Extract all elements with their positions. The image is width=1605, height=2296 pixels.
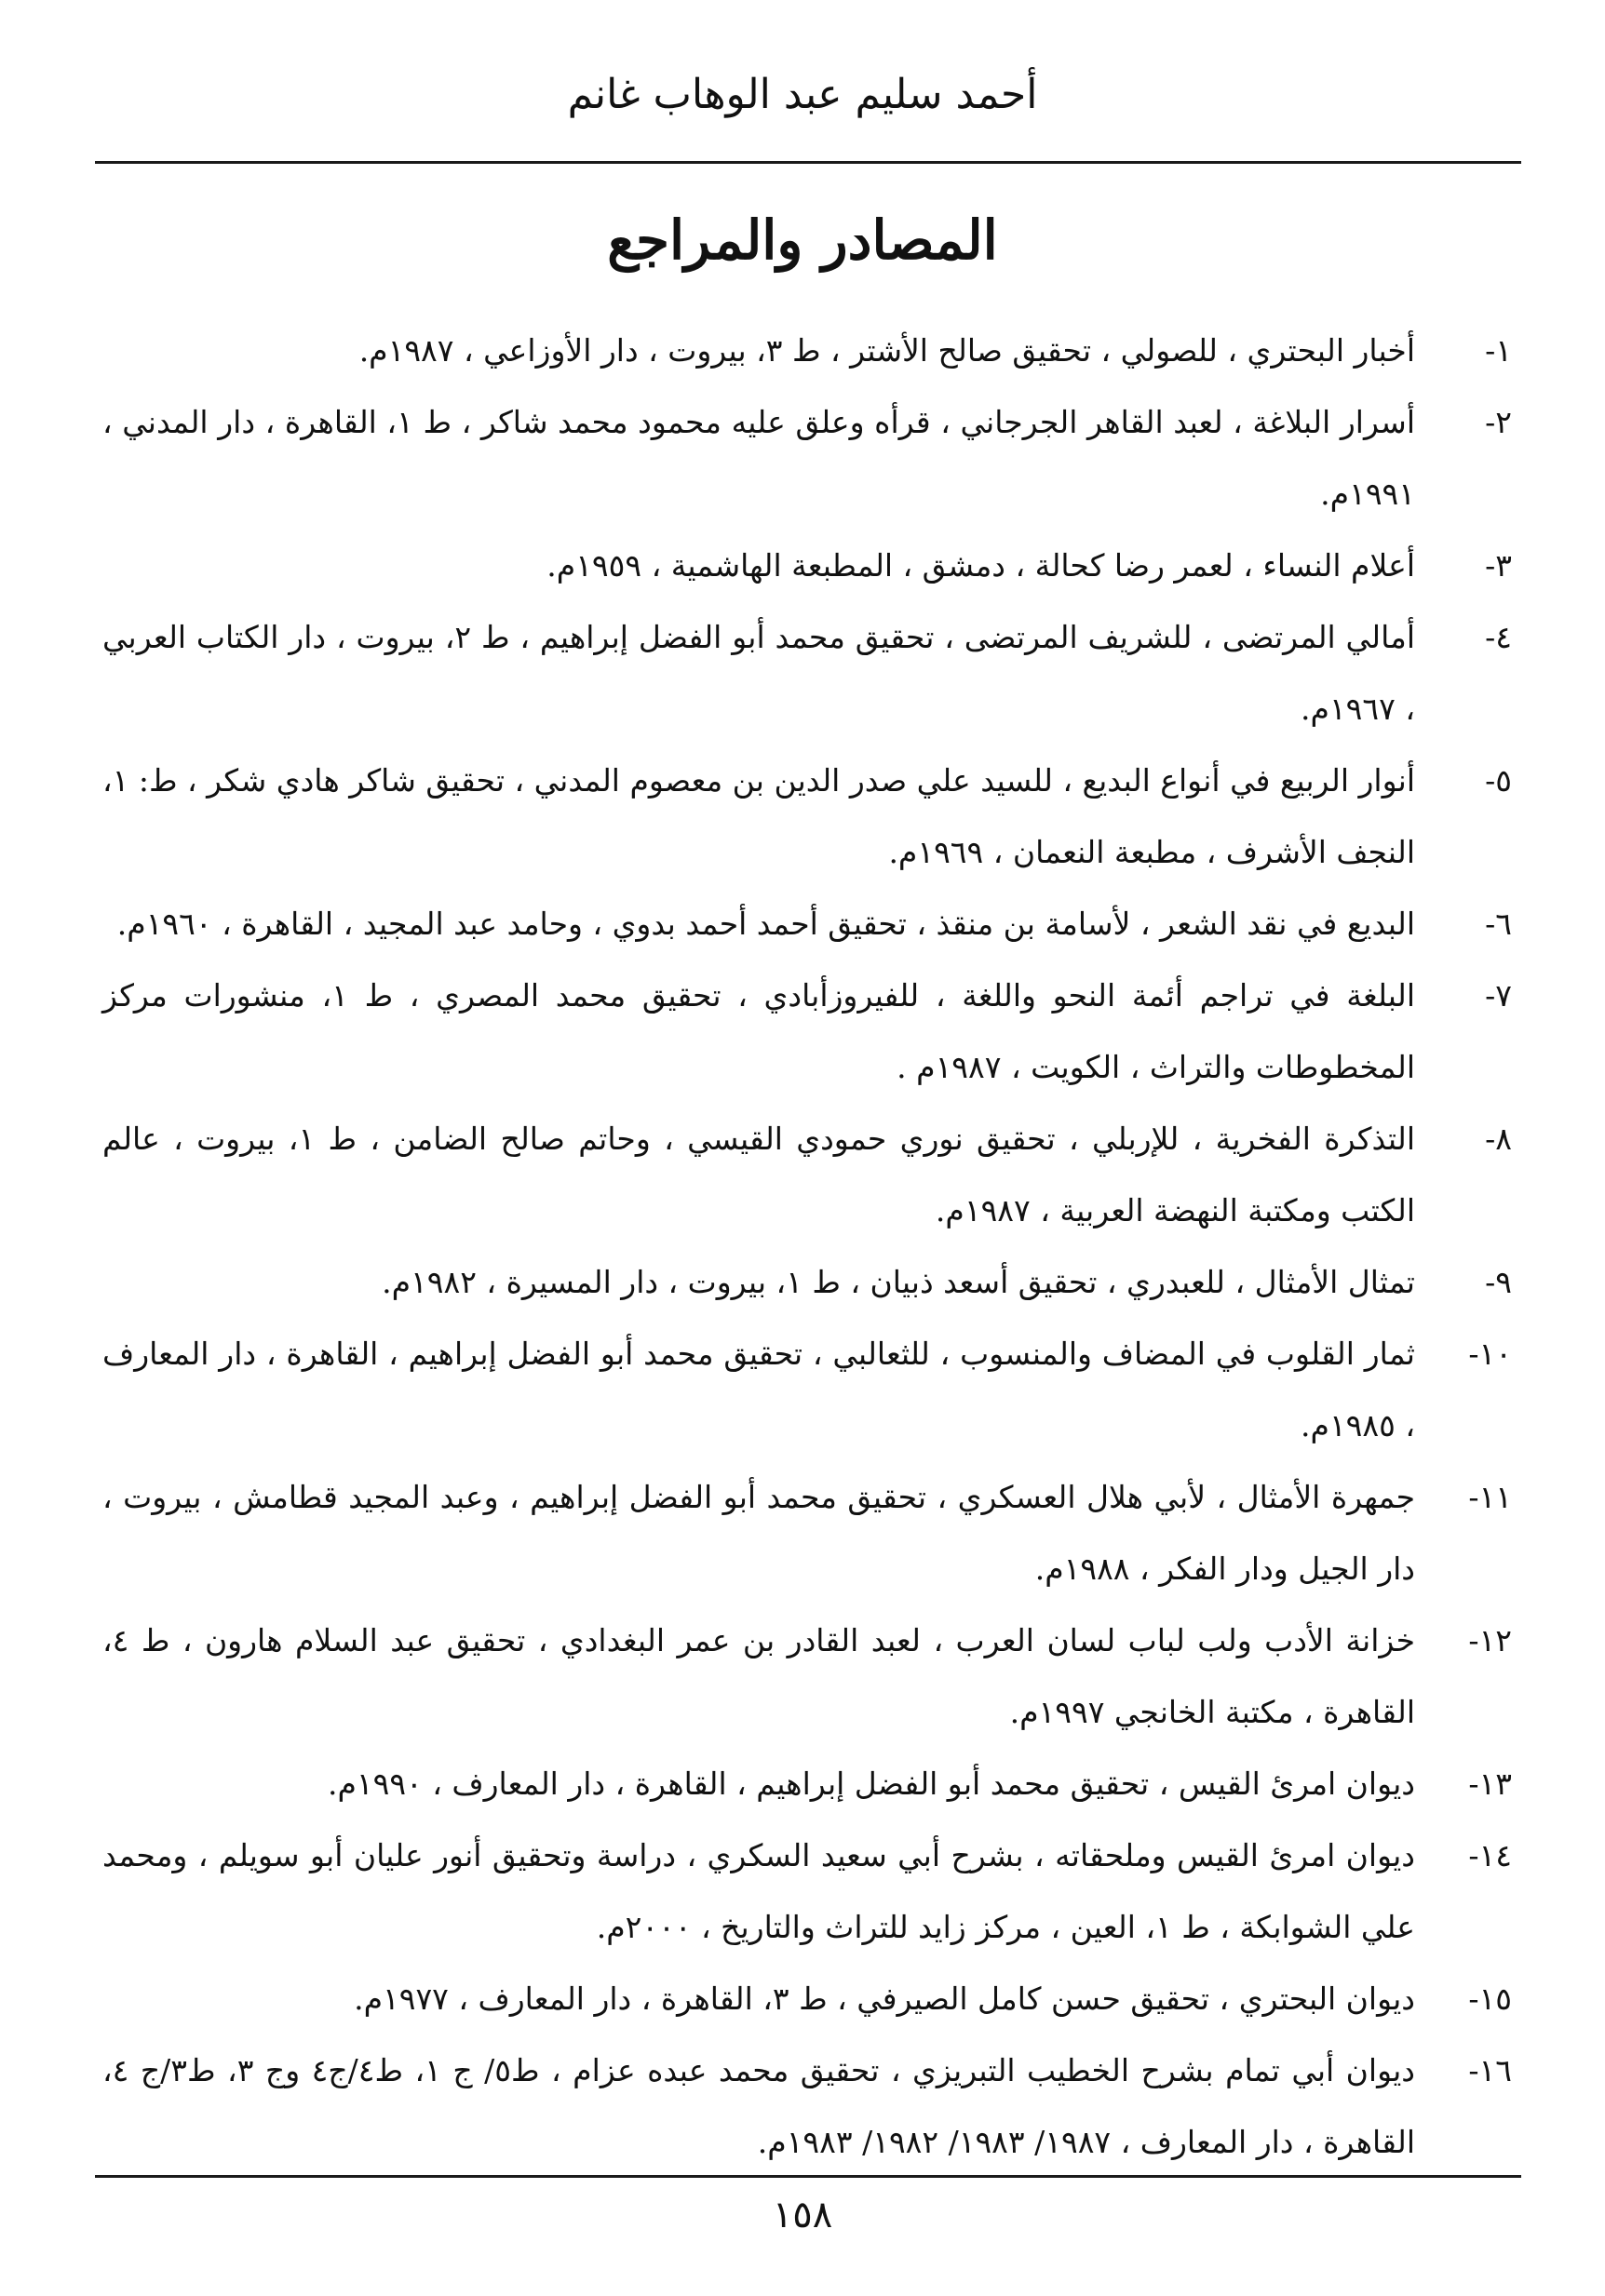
- reference-number: ٤-: [1485, 619, 1512, 655]
- reference-number: ١٤-: [1468, 1837, 1512, 1873]
- reference-number: ٣-: [1485, 547, 1512, 584]
- reference-text: ديوان البحتري ، تحقيق حسن كامل الصيرفي ، ط ٣، القاهرة ، دار المعارف ، ١٩٧٧م.: [354, 1980, 1415, 2017]
- reference-number: ١-: [1485, 332, 1512, 369]
- reference-number: ٦-: [1485, 906, 1512, 942]
- reference-entry: [102, 1318, 1512, 1461]
- reference-text: تمثال الأمثال ، للعبدري ، تحقيق أسعد ذبيان ، ط ١، بيروت ، دار المسيرة ، ١٩٨٢م.: [382, 1264, 1415, 1300]
- reference-number: ٥-: [1485, 762, 1512, 799]
- reference-entry: [102, 745, 1512, 888]
- page-number: ١٥٨: [772, 2194, 833, 2236]
- reference-entry: [102, 2034, 1512, 2178]
- reference-text: أمالي المرتضى ، للشريف المرتضى ، تحقيق محمد أبو الفضل إبراهيم ، ط ٢، بيروت ، دار الكتاب العربي ، ١٩٦٧م.: [102, 619, 1415, 727]
- reference-entry: [102, 1748, 1512, 1819]
- reference-number: ١٢-: [1468, 1622, 1512, 1658]
- reference-entry: [102, 888, 1512, 960]
- reference-text: أخبار البحتري ، للصولي ، تحقيق صالح الأشتر ، ط ٣، بيروت ، دار الأوزاعي ، ١٩٨٧م.: [358, 332, 1415, 369]
- reference-text: ثمار القلوب في المضاف والمنسوب ، للثعالبي ، تحقيق محمد أبو الفضل إبراهيم ، القاهرة ، دار المعارف ، ١٩٨٥م.: [102, 1336, 1415, 1443]
- header-rule: [95, 161, 1521, 164]
- section-title: المصادر والمراجع: [607, 208, 998, 272]
- reference-text: ديوان أبي تمام بشرح الخطيب التبريزي ، تحقيق محمد عبده عزام ، ط٥/ ج ١، ط٤/ج٤ وج ٣، ط٣/ج ٤، القاهرة ، دار المعارف ، ١٩٨٧/ ١٩٨٣/ ١٩٨٢/ ١٩٨٣م.: [102, 2052, 1415, 2160]
- reference-entry: [102, 1605, 1512, 1748]
- reference-entry: [102, 601, 1512, 745]
- reference-text: جمهرة الأمثال ، لأبي هلال العسكري ، تحقيق محمد أبو الفضل إبراهيم ، وعبد المجيد قطامش ، بيروت ، دار الجيل ودار الفكر ، ١٩٨٨م.: [102, 1479, 1415, 1587]
- reference-text: ديوان امرئ القيس ، تحقيق محمد أبو الفضل إبراهيم ، القاهرة ، دار المعارف ، ١٩٩٠م.: [327, 1766, 1415, 1802]
- reference-text: خزانة الأدب ولب لباب لسان العرب ، لعبد القادر بن عمر البغدادي ، تحقيق عبد السلام هارون ، ط ٤، القاهرة ، مكتبة الخانجي ١٩٩٧م.: [102, 1622, 1415, 1730]
- reference-number: ١٠-: [1468, 1336, 1512, 1372]
- reference-list: [102, 315, 1512, 2178]
- reference-entry: [102, 1461, 1512, 1605]
- reference-number: ١٥-: [1468, 1980, 1512, 2017]
- reference-entry: [102, 1819, 1512, 1963]
- running-header-author: أحمد سليم عبد الوهاب غانم: [567, 71, 1038, 118]
- reference-text: البلغة في تراجم أئمة النحو واللغة ، للفيروزأبادي ، تحقيق محمد المصري ، ط ١، منشورات مركز المخطوطات والتراث ، الكويت ، ١٩٨٧م .: [102, 977, 1415, 1085]
- reference-text: أعلام النساء ، لعمر رضا كحالة ، دمشق ، المطبعة الهاشمية ، ١٩٥٩م.: [546, 547, 1415, 584]
- reference-entry: [102, 530, 1512, 601]
- reference-entry: [102, 1103, 1512, 1246]
- reference-text: التذكرة الفخرية ، للإربلي ، تحقيق نوري حمودي القيسي ، وحاتم صالح الضامن ، ط ١، بيروت ، عالم الكتب ومكتبة النهضة العربية ، ١٩٨٧م.: [102, 1121, 1416, 1229]
- reference-number: ٢-: [1485, 404, 1512, 440]
- reference-number: ١٦-: [1468, 2052, 1512, 2088]
- reference-number: ٩-: [1485, 1264, 1512, 1300]
- reference-entry: [102, 386, 1512, 530]
- reference-number: ١٣-: [1468, 1766, 1512, 1802]
- reference-entry: [102, 1963, 1512, 2034]
- reference-entry: [102, 315, 1512, 386]
- reference-text: البديع في نقد الشعر ، لأسامة بن منقذ ، تحقيق أحمد أحمد بدوي ، وحامد عبد المجيد ، القاهرة ، ١٩٦٠م.: [116, 906, 1415, 942]
- reference-number: ٨-: [1485, 1121, 1512, 1157]
- reference-number: ١١-: [1468, 1479, 1512, 1515]
- reference-text: أسرار البلاغة ، لعبد القاهر الجرجاني ، قرأه وعلق عليه محمود محمد شاكر ، ط ١، القاهرة ، دار المدني ، ١٩٩١م.: [102, 404, 1415, 512]
- reference-text: أنوار الربيع في أنواع البديع ، للسيد علي صدر الدين بن معصوم المدني ، تحقيق شاكر هادي شكر ، ط: ١، النجف الأشرف ، مطبعة النعمان ، ١٩٦٩م.: [102, 762, 1415, 870]
- reference-entry: [102, 960, 1512, 1103]
- footer-rule: [95, 2175, 1521, 2178]
- reference-text: ديوان امرئ القيس وملحقاته ، بشرح أبي سعيد السكري ، دراسة وتحقيق أنور عليان أبو سويلم ، ومحمد علي الشوابكة ، ط ١، العين ، مركز زايد للتراث والتاريخ ، ٢٠٠٠م.: [102, 1837, 1415, 1945]
- reference-number: ٧-: [1485, 977, 1512, 1014]
- reference-entry: [102, 1246, 1512, 1318]
